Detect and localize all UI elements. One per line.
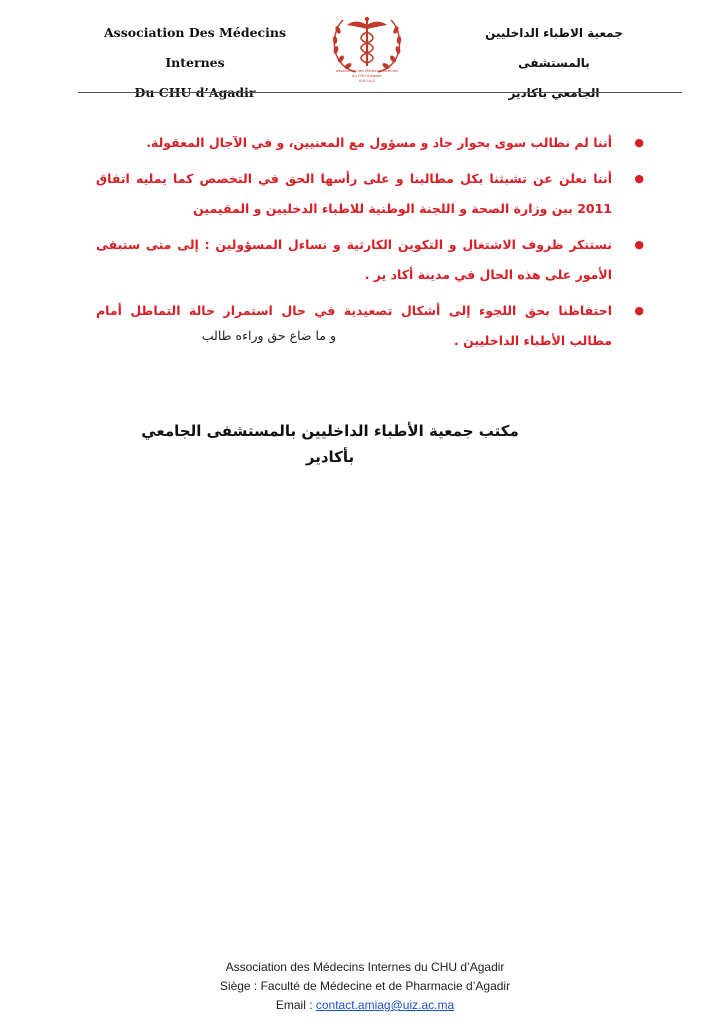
footer-line1: Association des Médecins Internes du CHU d’Agadir (225, 960, 505, 974)
header-right-line2: الجامعي باكادير (508, 86, 600, 100)
list-item (96, 128, 644, 158)
association-logo (326, 12, 408, 92)
footer-email-label: Email : (275, 998, 316, 1012)
list-item (96, 230, 644, 290)
bullet-dot-icon: ● (634, 172, 644, 185)
bullet-dot-icon: ● (634, 238, 644, 251)
page-footer (150, 958, 580, 1015)
list-item-text: أننا لم نطالب سوى بحوار جاد و مسؤول مع المعنيين، و في الآجال المعقولة. (146, 135, 612, 150)
logo-caption: association des Médecins Internes du CHU d'Agadir A.M.I.A.G (336, 69, 398, 83)
header-right-line1: جمعية الاطباء الداخليين بالمستشفى (485, 26, 623, 70)
motto-line: و ما ضاع حق وراءه طالب (201, 328, 336, 343)
header-divider (78, 92, 682, 93)
header-left-line1: Association Des Médecins Internes (103, 25, 287, 70)
signature-line: مكتب جمعية الأطباء الداخليين بالمستشفى الجامعي بأكادير (141, 422, 519, 466)
list-item-text: نستنكر ظروف الاشتغال و التكوين الكارثية و نساءل المسؤولين : إلى متى ستبقى الأمور على هذه الحال في مدينة أكاد ير . (96, 237, 612, 282)
list-item-text: أننا نعلن عن تشبثنا بكل مطالبنا و على رأسها الحق في التخصص كما يمليه اتفاق 2011 بين وزارة الصحة و اللجنة الوطنية للاطباء الدخليين و المقيمين (96, 171, 612, 216)
header-left-block (80, 18, 310, 108)
email-link[interactable]: contact.amiag@uiz.ac.ma (315, 998, 455, 1012)
list-item (96, 164, 644, 224)
header-right-block (454, 18, 654, 108)
footer-line2: Siège : Faculté de Médecine et de Pharmacie d’Agadir (219, 979, 511, 993)
list-item-text: احتفاظنا بحق اللجوء إلى أشكال تصعيدية في حال استمرار حالة التماطل أمام مطالب الأطباء الداخليين . (96, 303, 612, 348)
footer-email-line (150, 996, 580, 1015)
bullet-dot-icon: ● (634, 136, 644, 149)
bullet-dot-icon: ● (634, 304, 644, 317)
header-left-line2: Du CHU d’Agadir (134, 85, 256, 100)
